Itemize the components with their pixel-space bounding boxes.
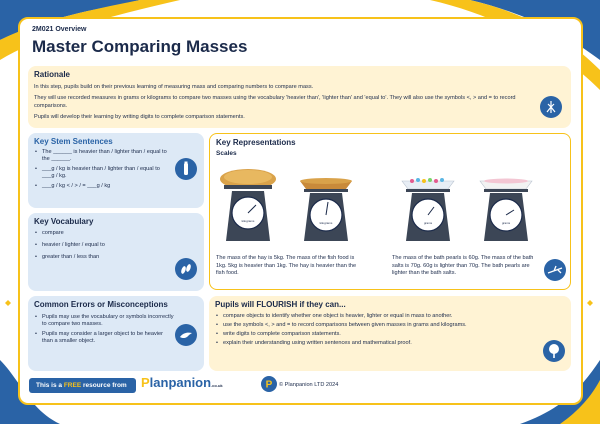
key-representations-panel xyxy=(209,133,571,290)
rationale-paragraph: In this step, pupils build on their previous learning of measuring mass and comparing numbers to compare mass. xyxy=(34,84,314,90)
brand-name: lanpanion xyxy=(149,375,212,390)
list-item: • compare xyxy=(34,230,198,237)
brand-domain: .co.uk xyxy=(211,383,223,388)
scale-bath-pearls xyxy=(402,178,454,241)
scale-unit-label: grams xyxy=(501,221,511,225)
list-item: • Pupils may consider a larger object to be heavier than a smaller object. xyxy=(34,331,174,345)
copyright-text: © Planpanion LTD 2024 xyxy=(279,382,339,388)
scale-unit-label: kilograms xyxy=(241,219,255,223)
list-item: • compare objects to identify whether one object is heavier, lighter or equal in mass to another. xyxy=(215,313,565,320)
caption-left: The mass of the hay is 5kg. The mass of the fish food is 1kg. 5kg is heavier than 1kg. The hay is heavier than the fish food. xyxy=(216,255,357,276)
list-item: • explain their understanding using written sentences and mathematical proof. xyxy=(215,340,565,347)
brand-logo[interactable] xyxy=(141,375,223,390)
tree-icon xyxy=(543,340,565,362)
scale-bath-salts xyxy=(480,179,532,242)
feet-icon xyxy=(175,258,197,280)
rationale-panel xyxy=(28,66,571,128)
page-title: Master Comparing Masses xyxy=(32,37,248,56)
free-prefix: This is a xyxy=(36,382,64,389)
lesson-code: 2M021 Overview xyxy=(32,26,87,33)
rationale-paragraph: Pupils will develop their learning by writing digits to complete comparison statements. xyxy=(34,114,245,120)
errors-panel xyxy=(28,296,204,371)
planpanion-logo-icon xyxy=(261,376,277,392)
list-item: • greater than / less than xyxy=(34,254,198,261)
rationale-heading: Rationale xyxy=(34,70,71,79)
free-resource-banner xyxy=(29,378,136,393)
vocabulary-heading: Key Vocabulary xyxy=(34,217,94,226)
list-item: • ___g / kg is heavier than / lighter than / equal to ___g / kg. xyxy=(34,166,172,180)
scale-unit-label: kilograms xyxy=(319,221,333,225)
svg-text:P: P xyxy=(265,379,273,391)
free-highlight: FREE xyxy=(63,382,82,389)
list-item: • The ______ is heavier than / lighter than / equal to the ______. xyxy=(34,149,172,163)
stem-sentences-list xyxy=(34,149,172,190)
bird-icon xyxy=(175,324,197,346)
flourish-heading: Pupils will FLOURISH if they can... xyxy=(215,300,346,309)
vocabulary-panel xyxy=(28,213,204,291)
brand-first-letter: P xyxy=(141,375,150,390)
vocabulary-list xyxy=(34,230,198,261)
branch-icon xyxy=(544,259,566,281)
scales-label: Scales xyxy=(216,150,237,157)
free-suffix: resource from xyxy=(81,382,127,389)
list-item: • write digits to complete comparison statements. xyxy=(215,331,565,338)
stem-sentences-panel xyxy=(28,133,204,208)
scale-unit-label: grams xyxy=(423,221,433,225)
list-item: • Pupils may use the vocabulary or symbols incorrectly to compare two masses. xyxy=(34,314,174,328)
list-item: • use the symbols <, > and = to record comparisons between given masses in grams and kilograms. xyxy=(215,322,565,329)
stem-sentences-heading: Key Stem Sentences xyxy=(34,137,113,146)
flourish-panel xyxy=(209,296,571,371)
errors-list xyxy=(34,314,174,345)
list-item: • ___g / kg < / > / = ___g / kg xyxy=(34,183,172,190)
rationale-paragraph: They will use recorded measures in grams or kilograms to compare two masses using the vocabulary 'heavier than', 'lighter than' and 'equal to'. They will also use the symbols <, > and = to record comparisons. xyxy=(34,95,516,109)
scale-hay xyxy=(220,169,276,241)
list-item: • heavier / lighter / equal to xyxy=(34,242,198,249)
scale-fish-food xyxy=(300,178,352,241)
errors-heading: Common Errors or Misconceptions xyxy=(34,300,168,309)
caption-right: The mass of the bath pearls is 60g. The mass of the bath salts is 70g. 60g is lighter than 70g. The bath pearls are lighter than the bath salts. xyxy=(392,255,534,276)
bottle-icon xyxy=(175,158,197,180)
scales-illustration xyxy=(216,167,556,247)
roots-icon xyxy=(540,96,562,118)
key-representations-heading: Key Representations xyxy=(216,138,296,147)
flourish-list xyxy=(215,313,565,347)
